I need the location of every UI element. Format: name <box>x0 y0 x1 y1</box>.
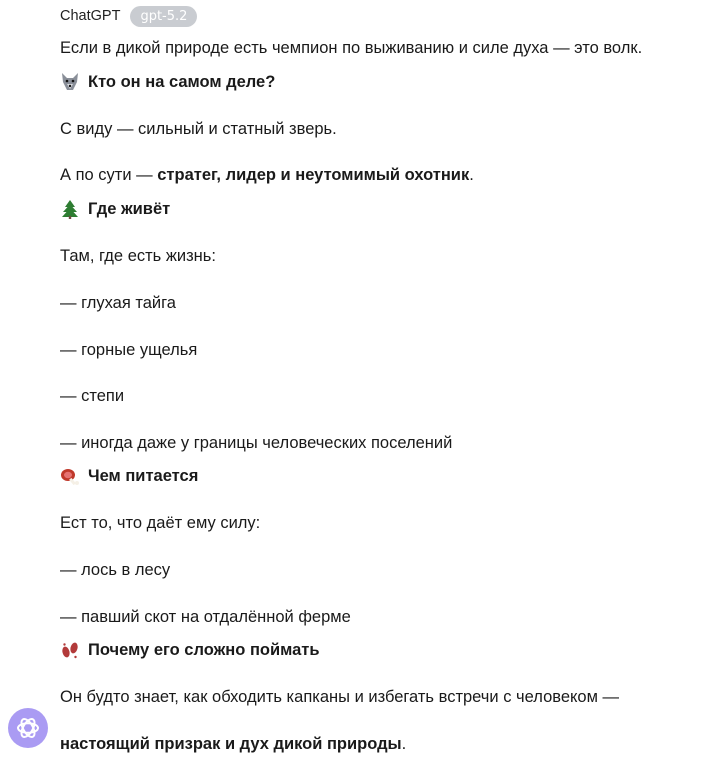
footprints-icon <box>60 640 80 660</box>
section-heading-elusive <box>60 638 320 662</box>
section-1-paragraph-1: С виду — сильный и статный зверь. <box>60 120 337 138</box>
section-1-paragraph-2: А по сути — стратег, лидер и неутомимый охотник. <box>60 166 474 184</box>
list-item: — иногда даже у границы человеческих поселений <box>60 434 453 452</box>
openai-logo-icon <box>15 715 41 741</box>
emphasis-text: стратег, лидер и неутомимый охотник <box>157 166 470 184</box>
section-heading-diet <box>60 464 198 488</box>
list-item: — павший скот на отдалённой ферме <box>60 608 351 626</box>
heading-label: Почему его сложно поймать <box>88 641 320 659</box>
section-2-paragraph-1: Там, где есть жизнь: <box>60 247 216 265</box>
heading-label: Где живёт <box>88 200 171 218</box>
list-item: — глухая тайга <box>60 294 176 312</box>
list-item: — степи <box>60 387 125 405</box>
tree-icon <box>60 199 80 219</box>
section-4-paragraph-1: Он будто знает, как обходить капканы и избегать встречи с человеком — <box>60 688 620 706</box>
meat-icon <box>60 466 80 486</box>
section-3-paragraph-1: Ест то, что даёт ему силу: <box>60 514 261 532</box>
heading-label: Чем питается <box>88 467 199 485</box>
message-header <box>60 4 197 28</box>
chatgpt-avatar <box>8 708 48 748</box>
intro-text: Если в дикой природе есть чемпион по выживанию и силе духа — это волк. <box>60 39 643 57</box>
heading-label: Кто он на самом деле? <box>88 73 276 91</box>
section-heading-habitat <box>60 197 170 221</box>
wolf-icon <box>60 72 80 92</box>
model-badge: gpt-5.2 <box>130 6 197 27</box>
sender-name: ChatGPT <box>60 8 121 24</box>
section-heading-who <box>60 70 275 94</box>
emphasis-text: настоящий призрак и дух дикой природы <box>60 735 402 753</box>
section-4-paragraph-2: настоящий призрак и дух дикой природы. <box>60 735 407 753</box>
list-item: — лось в лесу <box>60 561 171 579</box>
list-item: — горные ущелья <box>60 341 198 359</box>
